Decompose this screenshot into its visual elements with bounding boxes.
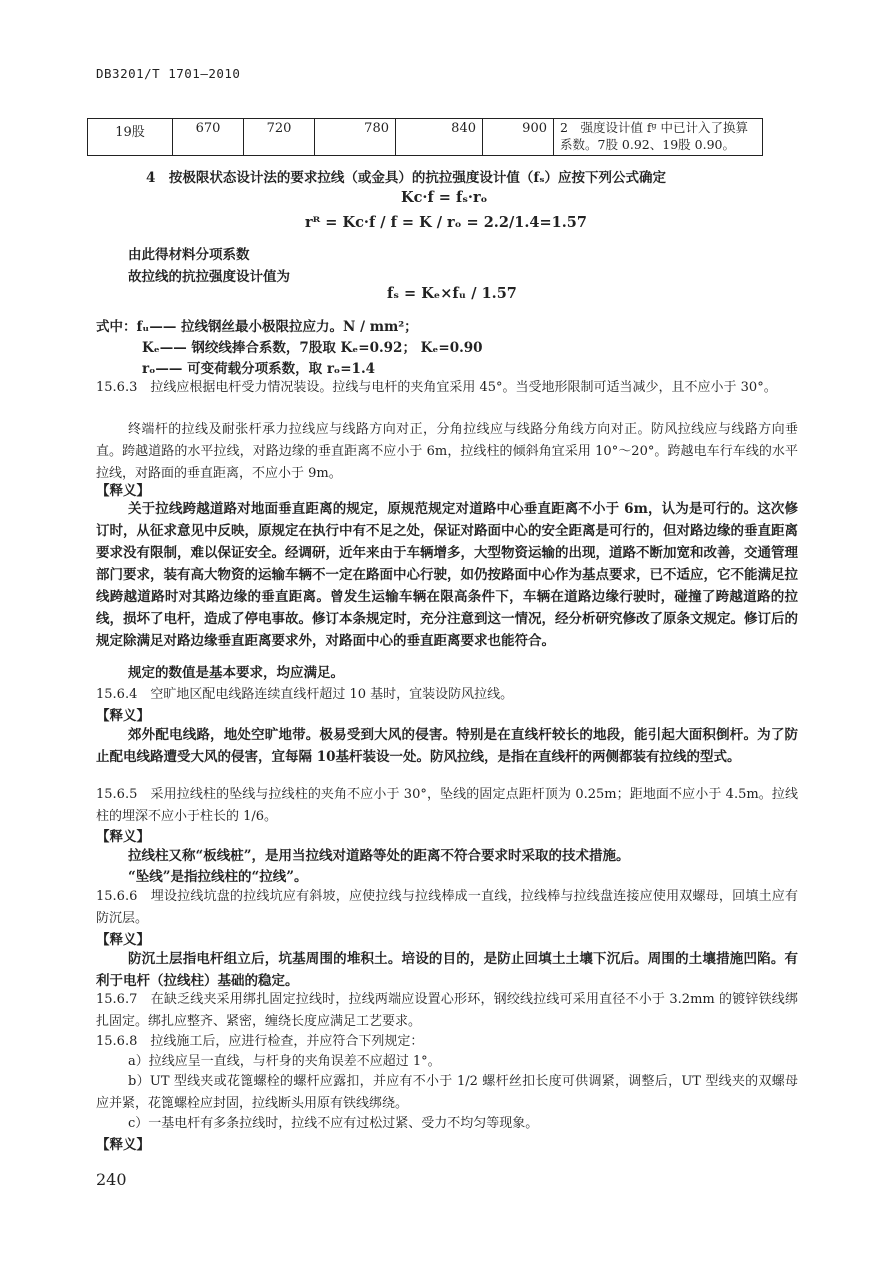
- shiyi-4-body: 防沉土层指电杆组立后，坑基周围的堆积土。培设的目的，是防止回填土土壤下沉后。周围的土壤措施凹陷。有利于电杆（拉线柱）基础的稳定。: [96, 951, 798, 989]
- table-cell: 670: [173, 119, 244, 156]
- shiyi-1-body: 关于拉线跨越道路对地面垂直距离的规定，原规范规定对道路中心垂直距离不小于 6m，认为是可行的。这次修订时，从征求意见中反映，原规定在执行中有不足之处，保证对路面中心的安全距离是可行的，但对路边缘的垂直距离要求没有限制，难以保证安全。经调研，近年来由于车辆增多，大型物资运输的出现，道路不断加宽和改善，交通管理部门要求，装有高大物资的运输车辆不一定在路面中心行驶，如仍按路面中心作为基点要求，已不适应，它不能满足拉线跨越道路时对其路边缘的垂直距离。曾发生运输车辆在限高条件下，车辆在道路边缘行驶时，碰撞了跨越道路的拉线，损坏了电杆，造成了停电事故。修订本条规定时，充分注意到这一情况，经分析研究修改了原条文规定。修订后的规定除满足对路边缘垂直距离要求外，对路面中心的垂直距离要求也能符合。: [96, 501, 798, 649]
- design-value-line: 故拉线的抗拉强度设计值为: [128, 269, 290, 285]
- page-number: 240: [96, 1170, 127, 1189]
- section-4-title: 4 按极限状态设计法的要求拉线（或金具）的抗拉强度设计值（fₛ）应按下列公式确定: [146, 170, 667, 186]
- table-cell: 19股: [88, 119, 173, 156]
- table-cell: 840: [396, 119, 483, 156]
- material-factor-line: 由此得材料分项系数: [128, 247, 250, 263]
- shiyi-heading: 【释义】: [96, 932, 150, 948]
- document-code-header: DB3201/T 1701—2010: [96, 66, 241, 81]
- clause-15-6-8: 15.6.8 拉线施工后，应进行检查，并应符合下列规定：: [96, 1034, 424, 1049]
- shiyi-3-line-1: 拉线柱又称“板线桩”，是用当拉线对道路等处的距离不符合要求时采取的技术措施。: [128, 848, 630, 864]
- clause-15-6-8-b: b）UT 型线夹或花篦螺栓的螺杆应露扣，并应有不小于 1/2 螺杆丝扣长度可供调紧，调整后，UT 型线夹的双螺母应并紧，花篦螺栓应封固，拉线断头用原有铁线绑绕。: [96, 1074, 798, 1111]
- where-ke: Kₑ—— 钢绞线捧合系数，7股取 Kₑ=0.92； Kₑ=0.90: [142, 340, 483, 356]
- table-cell: 720: [244, 119, 315, 156]
- clause-15-6-8-c: c）一基电杆有多条拉线时，拉线不应有过松过紧、受力不均匀等现象。: [128, 1116, 539, 1131]
- shiyi-1-summary: 规定的数值是基本要求，均应满足。: [128, 665, 344, 681]
- shiyi-heading: 【释义】: [96, 1137, 150, 1153]
- table-cell: 780: [315, 119, 396, 156]
- clause-15-6-7: 15.6.7 在缺乏线夹采用绑扎固定拉线时，拉线两端应设置心形环，钢绞线拉线可采用直径不小于 3.2mm 的镀锌铁线绑扎固定。绑扎应整齐、紧密，缠绕长度应满足工艺要求。: [96, 992, 798, 1029]
- equation-3: fₛ = Kₑ×fᵤ / 1.57: [387, 285, 517, 302]
- shiyi-3-line-2: “坠线”是指拉线柱的“拉线”。: [128, 869, 308, 885]
- table-note-cell: 2 强度设计值 fᵍ 中已计入了换算系数。7股 0.92、19股 0.90。: [554, 119, 763, 156]
- shiyi-heading: 【释义】: [96, 829, 150, 845]
- strength-table-row: [87, 118, 763, 156]
- clause-15-6-3: 15.6.3 拉线应根据电杆受力情况装设。拉线与电杆的夹角宜采用 45°。当受地形限制可适当减少，且不应小于 30°。: [96, 380, 777, 395]
- clause-15-6-4: 15.6.4 空旷地区配电线路连续直线杆超过 10 基时，宜装设防风拉线。: [96, 687, 514, 702]
- equation-1: Kc·f = fₛ·rₒ: [401, 189, 488, 206]
- where-fu: 式中：fᵤ—— 拉线钢丝最小极限拉应力。N / mm²；: [96, 319, 418, 335]
- shiyi-heading: 【释义】: [96, 708, 150, 724]
- table-cell: 900: [483, 119, 554, 156]
- clause-15-6-8-a: a）拉线应呈一直线，与杆身的夹角误差不应超过 1°。: [128, 1054, 441, 1069]
- table-row: [88, 119, 763, 156]
- where-rq: rₒ—— 可变荷载分项系数，取 rₒ=1.4: [142, 361, 376, 377]
- clause-15-6-5: 15.6.5 采用拉线柱的坠线与拉线柱的夹角不应小于 30°，坠线的固定点距杆顶为 0.25m；距地面不应小于 4.5m。拉线柱的埋深不应小于柱长的 1/6。: [96, 787, 798, 824]
- shiyi-2-body: 郊外配电线路，地处空旷地带。极易受到大风的侵害。特别是在直线杆较长的地段，能引起大面积倒杆。为了防止配电线路遭受大风的侵害，宜每隔 10基杆装设一处。防风拉线，是指在直线杆的两侧都装有拉线的型式。: [96, 727, 798, 765]
- clause-15-6-6: 15.6.6 埋设拉线坑盘的拉线坑应有斜坡，应使拉线与拉线棒成一直线，拉线棒与拉线盘连接应使用双螺母，回填土应有防沉层。: [96, 889, 798, 926]
- equation-2: rᴿ = Kc·f / f = K / rₒ = 2.2/1.4=1.57: [305, 214, 587, 231]
- clause-15-6-3-body: 终端杆的拉线及耐张杆承力拉线应与线路方向对正，分角拉线应与线路分角线方向对正。防风拉线应与线路方向垂直。跨越道路的水平拉线，对路边缘的垂直距离不应小于 6m，拉线柱的倾斜角宜采用 10°～20°。跨越电车行车线的水平拉线，对路面的垂直距离，不应小于 9m。: [96, 422, 798, 481]
- shiyi-heading: 【释义】: [96, 483, 150, 499]
